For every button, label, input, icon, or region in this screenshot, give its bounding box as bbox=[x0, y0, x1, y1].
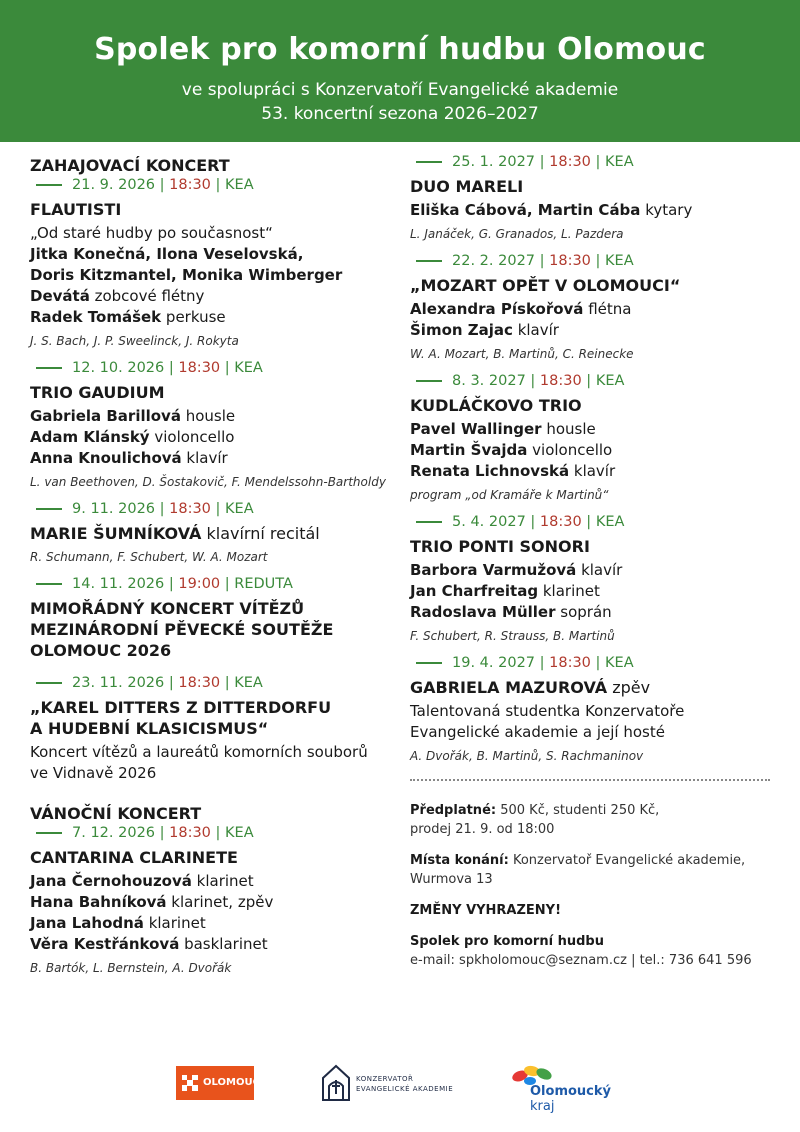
org-name: Spolek pro komorní hudbu bbox=[410, 934, 604, 949]
event-time: 18:30 bbox=[169, 501, 211, 517]
event-venue: KEA bbox=[234, 360, 263, 376]
performer-line bbox=[30, 871, 390, 892]
event-title: DUO MARELI bbox=[410, 177, 524, 196]
performer-line bbox=[410, 419, 775, 440]
performer-name: Devátá bbox=[30, 287, 90, 305]
event-title bbox=[30, 598, 390, 661]
performer-name: Alexandra Pískořová bbox=[410, 300, 584, 318]
performer-instrument: zobcové flétny bbox=[89, 287, 205, 305]
performer-instrument: housle bbox=[180, 407, 236, 425]
performer-line bbox=[410, 299, 775, 320]
concert-event bbox=[410, 154, 775, 241]
performer-name: Radek Tomášek bbox=[30, 308, 162, 326]
event-date: 23. 11. 2026 bbox=[72, 675, 165, 691]
event-venue: KEA bbox=[605, 253, 634, 269]
event-time: 18:30 bbox=[178, 675, 221, 691]
event-time: 18:30 bbox=[178, 360, 221, 376]
event-title-sub: zpěv bbox=[607, 678, 651, 697]
performer-instrument: klarinet bbox=[191, 872, 254, 890]
event-title: TRIO PONTI SONORI bbox=[410, 537, 590, 556]
event-title-line: OLOMOUC 2026 bbox=[30, 641, 172, 660]
event-time: 18:30 bbox=[549, 154, 591, 170]
page-title: Spolek pro komorní hudbu Olomouc bbox=[94, 32, 706, 67]
performer-line bbox=[30, 244, 390, 265]
event-dateline: 22. 2. 2027 | 18:30 | KEA bbox=[416, 253, 775, 269]
performer-line bbox=[410, 602, 775, 623]
performer-instrument: flétna bbox=[583, 300, 632, 318]
dash-decoration bbox=[36, 508, 62, 510]
logo-text: OLOMOUC bbox=[203, 1077, 260, 1088]
event-time: 18:30 bbox=[169, 825, 211, 841]
divider bbox=[410, 779, 770, 781]
composers: J. S. Bach, J. P. Sweelinck, J. Rokyta bbox=[30, 334, 239, 348]
kea-emblem-icon bbox=[320, 1064, 352, 1102]
event-title: FLAUTISTI bbox=[30, 200, 122, 219]
event-venue: KEA bbox=[225, 825, 254, 841]
event-dateline: 5. 4. 2027 | 18:30 | KEA bbox=[416, 514, 775, 530]
event-venue: REDUTA bbox=[234, 576, 293, 592]
info-label: Předplatné: bbox=[410, 803, 497, 818]
concert-event bbox=[30, 675, 390, 784]
event-date: 21. 9. 2026 bbox=[72, 177, 156, 193]
event-venue: KEA bbox=[605, 154, 634, 170]
event-date: 12. 10. 2026 bbox=[72, 360, 165, 376]
dash-decoration bbox=[36, 682, 62, 684]
performer-line bbox=[30, 265, 390, 286]
info-value: Konzervatoř Evangelické akademie, bbox=[508, 853, 746, 868]
performer-line bbox=[30, 307, 390, 328]
performer-instrument: klarinet bbox=[143, 914, 206, 932]
contact-info bbox=[410, 932, 775, 970]
logo-text: Olomoucký bbox=[530, 1084, 611, 1099]
performer-line bbox=[30, 448, 390, 469]
event-venue: KEA bbox=[595, 373, 625, 389]
event-dateline: 19. 4. 2027 | 18:30 | KEA bbox=[416, 655, 775, 671]
header-banner bbox=[0, 0, 800, 142]
performer-instrument: housle bbox=[541, 420, 596, 438]
performer-line bbox=[30, 286, 390, 307]
event-date: 8. 3. 2027 bbox=[452, 373, 526, 389]
performer-name: Pavel Wallinger bbox=[410, 420, 542, 438]
event-venue: KEA bbox=[595, 514, 625, 530]
event-dateline: 23. 11. 2026 | 18:30 | KEA bbox=[36, 675, 390, 691]
program-note: program „od Kramáře k Martinů“ bbox=[410, 488, 609, 502]
composers: L. van Beethoven, D. Šostakovič, F. Mendelssohn-Bartholdy bbox=[30, 475, 386, 489]
performer-instrument: perkuse bbox=[161, 308, 226, 326]
info-value: Wurmova 13 bbox=[410, 872, 493, 887]
concert-event bbox=[410, 514, 775, 643]
info-value: prodej 21. 9. od 18:00 bbox=[410, 822, 555, 837]
event-date: 19. 4. 2027 bbox=[452, 655, 536, 671]
info-label: Místa konání: bbox=[410, 853, 509, 868]
left-column bbox=[30, 152, 390, 987]
performer-line bbox=[30, 913, 390, 934]
performer-name: Adam Klánský bbox=[30, 428, 150, 446]
performer-line bbox=[410, 581, 775, 602]
concert-event bbox=[30, 501, 390, 564]
performer-name: Jan Charfreitag bbox=[410, 582, 539, 600]
event-time: 19:00 bbox=[178, 576, 221, 592]
dash-decoration bbox=[416, 662, 442, 664]
right-column bbox=[410, 152, 775, 982]
dash-decoration bbox=[416, 521, 442, 523]
event-time: 18:30 bbox=[549, 655, 591, 671]
changes-notice bbox=[410, 901, 775, 920]
olomoucky-kraj-logo bbox=[506, 1062, 636, 1114]
subtitle-season: 53. koncertní sezona 2026–2027 bbox=[261, 104, 539, 124]
event-title: TRIO GAUDIUM bbox=[30, 383, 165, 402]
performer-instrument: klavír bbox=[512, 321, 559, 339]
olomouc-mark-icon bbox=[182, 1075, 198, 1091]
performer-name: Eliška Cábová, Martin Cába bbox=[410, 201, 641, 219]
performer-name: Radoslava Müller bbox=[410, 603, 556, 621]
event-date: 14. 11. 2026 bbox=[72, 576, 165, 592]
event-time: 18:30 bbox=[549, 253, 591, 269]
section-heading: ZAHAJOVACÍ KONCERT bbox=[30, 156, 230, 175]
dash-decoration bbox=[416, 161, 442, 163]
event-date: 5. 4. 2027 bbox=[452, 514, 526, 530]
performer-line bbox=[30, 892, 390, 913]
performer-line bbox=[410, 440, 775, 461]
performer-line bbox=[410, 320, 775, 341]
event-date: 9. 11. 2026 bbox=[72, 501, 156, 517]
dash-decoration bbox=[36, 184, 62, 186]
info-value: 500 Kč, studenti 250 Kč, bbox=[496, 803, 660, 818]
concert-event bbox=[30, 576, 390, 661]
composers: F. Schubert, R. Strauss, B. Martinů bbox=[410, 629, 615, 643]
performer-name: Šimon Zajac bbox=[410, 321, 513, 339]
performer-line bbox=[30, 427, 390, 448]
event-title-line: MEZINÁRODNÍ PĚVECKÉ SOUTĚŽE bbox=[30, 620, 334, 639]
event-dateline: 8. 3. 2027 | 18:30 | KEA bbox=[416, 373, 775, 389]
event-title bbox=[30, 697, 390, 739]
event-date: 7. 12. 2026 bbox=[72, 825, 156, 841]
performer-instrument: klarinet, zpěv bbox=[166, 893, 274, 911]
concert-event bbox=[410, 253, 775, 361]
event-description: Koncert vítězů a laureátů komorních souborů bbox=[30, 743, 368, 761]
dash-decoration bbox=[36, 583, 62, 585]
venue-info bbox=[410, 851, 775, 889]
event-dateline: 7. 12. 2026 | 18:30 | KEA bbox=[36, 825, 390, 841]
concert-event bbox=[410, 373, 775, 502]
event-title-line: A HUDEBNÍ KLASICISMUS“ bbox=[30, 719, 269, 738]
event-venue: KEA bbox=[225, 177, 254, 193]
kraj-logo-text bbox=[530, 1084, 636, 1114]
event-venue: KEA bbox=[234, 675, 263, 691]
section-heading: VÁNOČNÍ KONCERT bbox=[30, 804, 202, 823]
event-title: KUDLÁČKOVO TRIO bbox=[410, 396, 582, 415]
dash-decoration bbox=[416, 380, 442, 382]
logo-text: EVANGELICKÉ AKADEMIE bbox=[356, 1085, 454, 1093]
dash-decoration bbox=[36, 367, 62, 369]
logo-strip bbox=[0, 1058, 800, 1114]
performer-instrument: klarinet bbox=[538, 582, 600, 600]
performer-instrument: basklarinet bbox=[179, 935, 268, 953]
composers: R. Schumann, F. Schubert, W. A. Mozart bbox=[30, 550, 268, 564]
performer-names: Doris Kitzmantel, Monika Wimberger bbox=[30, 266, 343, 284]
performer-name: Jana Lahodná bbox=[30, 914, 144, 932]
performer-names: Jitka Konečná, Ilona Veselovská, bbox=[30, 245, 304, 263]
event-title-main: GABRIELA MAZUROVÁ bbox=[410, 678, 608, 697]
composers: L. Janáček, G. Granados, L. Pazdera bbox=[410, 227, 624, 241]
notice-text: ZMĚNY VYHRAZENY! bbox=[410, 903, 562, 918]
subtitle-cooperation: ve spolupráci s Konzervatoří Evangelické akademie bbox=[181, 80, 619, 100]
event-title bbox=[30, 523, 390, 544]
performer-line bbox=[410, 200, 775, 221]
performer-instrument: violoncello bbox=[527, 441, 613, 459]
performer-name: Gabriela Barillová bbox=[30, 407, 181, 425]
event-dateline: 14. 11. 2026 | 19:00 | REDUTA bbox=[36, 576, 390, 592]
subscription-info bbox=[410, 801, 775, 839]
concert-event bbox=[30, 804, 390, 975]
performer-name: Renata Lichnovská bbox=[410, 462, 570, 480]
concert-event bbox=[410, 655, 775, 763]
performer-instrument: violoncello bbox=[149, 428, 235, 446]
performer-instrument: soprán bbox=[555, 603, 612, 621]
event-dateline: 12. 10. 2026 | 18:30 | KEA bbox=[36, 360, 390, 376]
dash-decoration bbox=[416, 260, 442, 262]
event-title-main: MARIE ŠUMNÍKOVÁ bbox=[30, 524, 202, 543]
performer-line bbox=[410, 560, 775, 581]
dash-decoration bbox=[36, 832, 62, 834]
concert-event bbox=[30, 156, 390, 348]
event-title-sub: klavírní recitál bbox=[201, 524, 320, 543]
contact-line: e-mail: spkholomouc@seznam.cz | tel.: 736 641 596 bbox=[410, 953, 752, 968]
event-title: CANTARINA CLARINETE bbox=[30, 848, 238, 867]
event-subtitle: „Od staré hudby po současnost“ bbox=[30, 224, 273, 242]
event-time: 18:30 bbox=[169, 177, 211, 193]
event-description: ve Vidnavě 2026 bbox=[30, 764, 157, 782]
event-dateline: 21. 9. 2026 | 18:30 | KEA bbox=[36, 177, 390, 193]
event-description: Evangelické akademie a její hosté bbox=[410, 723, 665, 741]
performer-name: Martin Švajda bbox=[410, 441, 528, 459]
event-venue: KEA bbox=[605, 655, 634, 671]
kea-logo-text bbox=[356, 1074, 453, 1094]
performer-line bbox=[30, 406, 390, 427]
performer-name: Jana Černohouzová bbox=[30, 872, 192, 890]
event-dateline: 25. 1. 2027 | 18:30 | KEA bbox=[416, 154, 775, 170]
event-time: 18:30 bbox=[539, 373, 582, 389]
performer-instrument: kytary bbox=[640, 201, 693, 219]
concert-event bbox=[30, 360, 390, 489]
performer-line bbox=[30, 934, 390, 955]
performer-instrument: klavír bbox=[181, 449, 228, 467]
composers: W. A. Mozart, B. Martinů, C. Reinecke bbox=[410, 347, 634, 361]
performer-name: Barbora Varmužová bbox=[410, 561, 577, 579]
event-description: Talentovaná studentka Konzervatoře bbox=[410, 702, 685, 720]
performer-instrument: klavír bbox=[569, 462, 616, 480]
performer-name: Věra Kestřánková bbox=[30, 935, 180, 953]
performer-instrument: klavír bbox=[576, 561, 623, 579]
event-title: „MOZART OPĚT V OLOMOUCI“ bbox=[410, 276, 681, 295]
logo-text: KONZERVATOŘ bbox=[356, 1075, 414, 1083]
composers: A. Dvořák, B. Martinů, S. Rachmaninov bbox=[410, 749, 644, 763]
event-dateline: 9. 11. 2026 | 18:30 | KEA bbox=[36, 501, 390, 517]
event-venue: KEA bbox=[225, 501, 254, 517]
logo-text: kraj bbox=[530, 1099, 555, 1114]
event-title-line: MIMOŘÁDNÝ KONCERT VÍTĚZŮ bbox=[30, 599, 305, 618]
event-date: 25. 1. 2027 bbox=[452, 154, 536, 170]
performer-line bbox=[410, 461, 775, 482]
event-date: 22. 2. 2027 bbox=[452, 253, 536, 269]
olomouc-city-logo bbox=[176, 1066, 260, 1100]
composers: B. Bartók, L. Bernstein, A. Dvořák bbox=[30, 961, 232, 975]
event-time: 18:30 bbox=[539, 514, 582, 530]
event-title-line: „KAREL DITTERS Z DITTERDORFU bbox=[30, 698, 332, 717]
performer-name: Hana Bahníková bbox=[30, 893, 167, 911]
event-title bbox=[410, 677, 775, 698]
kea-logo bbox=[320, 1064, 460, 1104]
performer-name: Anna Knoulichová bbox=[30, 449, 182, 467]
